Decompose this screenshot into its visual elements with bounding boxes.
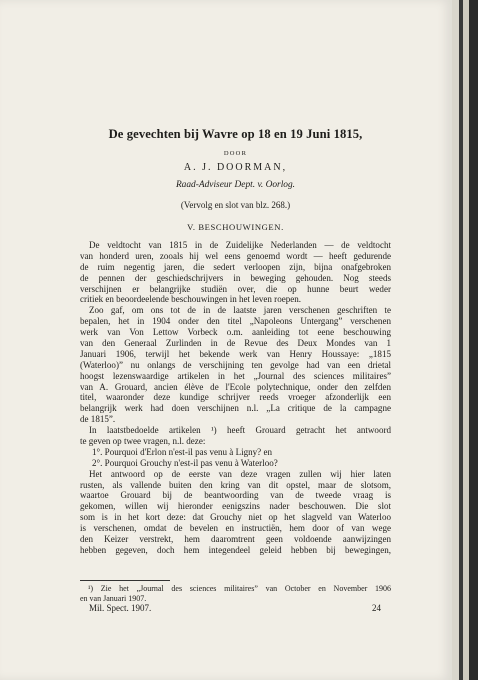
text-line: van A. Grouard, ancien élève de l'Ecole polytechnique, onder den zelfden	[80, 381, 391, 392]
section-heading: V. BESCHOUWINGEN.	[187, 222, 284, 232]
text-line: In laatstbedoelde artikelen ¹) heeft Grouard getracht het antwoord	[89, 425, 391, 436]
footnote-line: ¹) Zie het „Journal des sciences militaires” van October en November 1906	[88, 584, 391, 593]
text-line: hebben gegeven, doch hem integendeel geleid hebben bij bewegingen,	[80, 544, 391, 555]
footnote-divider	[80, 580, 170, 581]
page-edge	[452, 0, 459, 680]
text-line: gekomen, willen wij hieronder eenigszins nader beschouwen. Die slot	[80, 501, 391, 512]
text-line: Januari 1906, terwijl het bekende werk van Henry Houssaye: „1815	[80, 348, 391, 359]
text-line: werk van Von Lettow Vorbeck o.m. aanleiding tot eene beschouwing	[80, 327, 391, 338]
text-line: de 1815”.	[80, 414, 116, 425]
text-line: critiek en beoordeelende beschouwingen in het leven roepen.	[80, 294, 302, 305]
text-line: De veldtocht van 1815 in de Zuidelijke Nederlanden — de veldtocht	[89, 240, 391, 250]
footnote	[80, 584, 391, 603]
page-number: 24	[372, 603, 381, 613]
journal-reference: Mil. Spect. 1907.	[89, 603, 152, 613]
text-line: is verschenen, omdat de bevelen en instructiën, hem door of van wege	[80, 523, 391, 534]
text-line: hoogst lezenswaardige artikelen in het „Journal des sciences militaires”	[80, 370, 391, 381]
text-line: waartoe Grouard bij de beantwoording van de tweede vraag is	[80, 490, 391, 501]
text-line: rusten, als vallende buiten den kring van dit opstel, maar de slotsom,	[80, 479, 391, 490]
byline-door: DOOR	[223, 150, 248, 157]
continuation-note: (Vervolg en slot van blz. 268.)	[180, 200, 291, 210]
body-text	[80, 240, 391, 556]
text-line: te geven op twee vragen, n.l. deze:	[80, 436, 206, 447]
text-line: som is in het kort deze: dat Grouchy niet op het slagveld van Waterloo	[80, 512, 391, 523]
text-line: bepalen, het in 1904 onder den titel „Napoleons Untergang” verschenen	[80, 316, 391, 327]
text-line: Het antwoord op de eerste van deze vragen zullen wij hier laten	[89, 468, 391, 479]
text-line: de pennen der geschiedschrijvers in beweging gehouden. Nog steeds	[80, 272, 391, 283]
text-line: Zoo gaf, om ons tot de in de laatste jaren verschenen geschriften te	[89, 305, 391, 316]
author-name: A. J. DOORMAN,	[183, 162, 288, 173]
text-line: (Waterloo)” nu onlangs de verschijning ten gevolge had van een drietal	[80, 359, 391, 370]
article-title: De gevechten bij Wavre op 18 en 19 Juni 1815,	[108, 127, 363, 141]
text-line: van honderd uren, zooals hij wel eens genoemd wordt — heeft gedurende	[80, 250, 391, 261]
page-edge	[469, 0, 478, 680]
text-line: verschijnen er belangrijke studiën over, die op hunne beurt weder	[80, 283, 391, 294]
text-line: 2°. Pourquoi Grouchy n'est-il pas venu à Waterloo?	[92, 457, 278, 468]
text-line: titel, waaronder deze kundige schrijver reeds vroeger afzonderlijk een	[80, 392, 391, 403]
footnote-line: en van Januari 1907.	[80, 593, 147, 603]
text-line: de ruim negentig jaren, die sedert verloopen zijn, bijna onafgebroken	[80, 261, 391, 272]
author-role: Raad-Adviseur Dept. v. Oorlog.	[175, 180, 296, 190]
text-line: 1°. Pourquoi d'Erlon n'est-il pas venu à Ligny? en	[92, 446, 272, 457]
text-line: belangrijk werk had doen verschijnen n.l. „La critique de la campagne	[80, 403, 391, 414]
text-line: den Keizer verstrekt, hem daaromtrent geen voldoende aanwijzingen	[80, 534, 391, 545]
text-line: van den Generaal Zurlinden in de Revue des Deux Mondes van 1	[80, 338, 391, 349]
